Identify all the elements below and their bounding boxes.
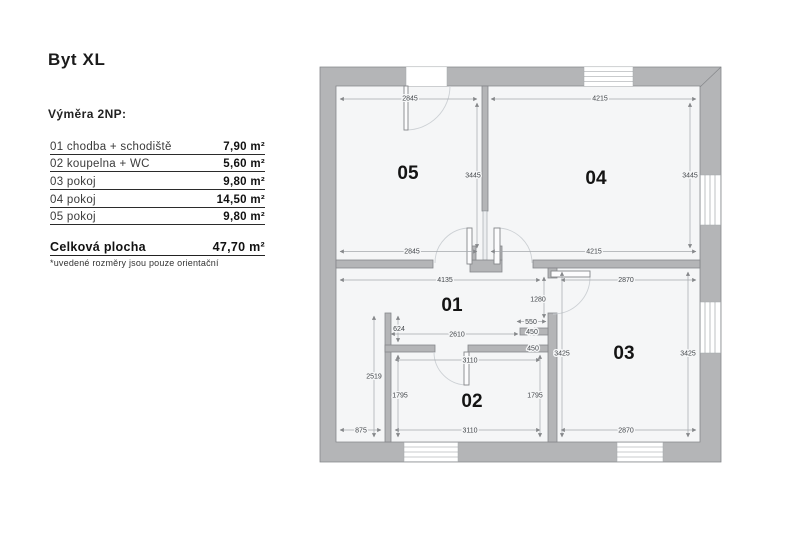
room-label-04: 04 [585,168,607,189]
row-value: 5,60 m² [223,158,265,171]
door-leaf [551,271,590,277]
dim-label: 2519 [366,373,382,381]
row-label: 03 pokoj [50,176,96,189]
dim-label: 4215 [592,95,608,103]
dim-label: 4215 [586,248,602,256]
footnote: *uvedené rozměry jsou pouze orientační [50,258,219,269]
dim-label: 2870 [618,277,634,284]
row-label: 04 pokoj [50,193,96,206]
window-right-upper [700,175,720,225]
dim-label: 3445 [682,172,698,180]
dim-label: 3445 [465,172,481,180]
row-value: 9,80 m² [223,211,265,224]
interior-wall [482,86,488,211]
dim-label: 3110 [462,427,478,435]
dim-label: 450 [526,329,538,336]
window-right-lower [700,302,720,353]
dim-label: 1280 [530,296,546,304]
interior-wall [533,260,700,268]
room-label-03: 03 [613,343,635,364]
row-label: 01 chodba + schodiště [50,140,172,153]
row-label: 05 pokoj [50,211,96,224]
dim-label: 1795 [527,392,543,400]
dim-label: 3425 [680,350,696,358]
interior-wall [336,260,433,268]
dim-label: 550 [525,319,537,326]
dim-label: 875 [355,427,367,435]
thin-partition [483,211,487,260]
total-value: 47,70 m² [212,240,265,255]
room-label-05: 05 [397,163,419,184]
door-leaf [467,228,472,264]
dim-label: 624 [393,326,405,333]
interior-wall [548,313,557,442]
row-label: 02 koupelna + WC [50,158,150,171]
dim-label: 2610 [449,331,465,339]
page-title: Byt XL [48,50,106,69]
dim-label: 2870 [618,427,634,435]
dim-label: 450 [527,345,539,353]
door-leaf [404,86,408,130]
dim-label: 1795 [392,392,408,400]
dim-label: 3110 [462,357,478,365]
dim-label: 2845 [402,95,418,103]
dim-label: 3425 [554,350,570,358]
door-opening-top [406,67,447,87]
row-value: 9,80 m² [223,176,265,189]
total-label: Celková plocha [50,240,146,255]
door-leaf [494,228,500,264]
room-label-02: 02 [461,391,483,412]
section-heading: Výměra 2NP: [48,107,127,121]
interior-wall [385,345,435,352]
row-value: 7,90 m² [223,140,265,153]
room-label-01: 01 [441,295,463,316]
row-value: 14,50 m² [216,193,265,206]
dim-label: 2845 [404,248,420,256]
dim-label: 4135 [437,277,453,284]
interior-wall [385,313,391,442]
